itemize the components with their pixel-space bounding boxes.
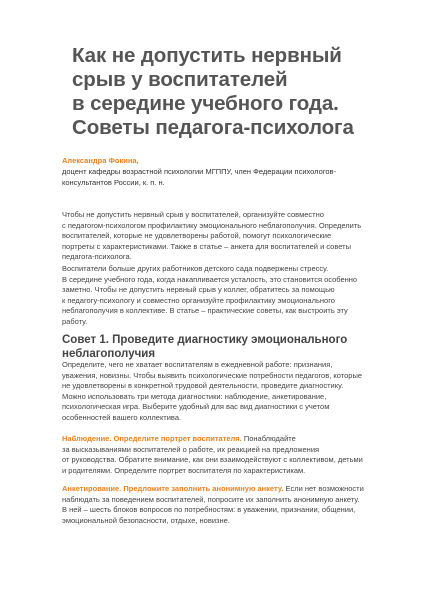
title-line: в середине учебного года. (72, 92, 339, 115)
title-line: срыв у воспитателей (72, 68, 288, 91)
survey-lead: Анкетирование. Предложите заполнить анонимную анкету. (62, 484, 284, 493)
heading-line: Совет 1. Проведите диагностику эмоционального (62, 334, 348, 346)
title-line: Советы педагога-психолога (72, 116, 354, 139)
text-line: от руководства. Обратите внимание, как они взаимодействуют с коллективом, детьми (62, 455, 363, 465)
text-line: и родителями. Определите портрет воспитателя по характеристикам. (62, 465, 306, 475)
text-line: Определите, чего не хватает воспитателям в ежедневной работе: признания, (62, 360, 333, 369)
section-1-paragraph (62, 360, 382, 424)
observation-first-line: Понаблюдайте (241, 434, 296, 443)
author-position-line: доцент кафедры возрастной психологии МГППУ, член Федерации психологов- (62, 167, 337, 176)
survey-paragraph (62, 484, 382, 526)
title-line: Как не допустить нервный (72, 44, 342, 67)
observation-paragraph (62, 434, 382, 476)
text-line: наблюдать за поведением воспитателей, попросите их заполнить анонимную анкету. (62, 494, 360, 504)
text-line: педагога-психолога. (62, 252, 132, 262)
text-line: заметно. Чтобы не допустить нервный срыв у коллег, обратитесь за помощью (62, 285, 335, 295)
text-line: Можно использовать три метода диагностики: наблюдение, анкетирование, (62, 391, 327, 401)
text-line: Воспитатели больше других работников детского сада подвержены стрессу. (62, 264, 329, 273)
paragraph-2 (62, 264, 382, 328)
text-line: воспитателей, которые не удовлетворены работой, помогут психологические (62, 231, 332, 241)
text-line (62, 434, 382, 445)
text-line: эмоциональной безопасности, отдыхе, новизне. (62, 515, 230, 525)
text-line: психологическая игра. Выберите удобный для вас вид диагностики с учетом (62, 402, 330, 412)
text-line: не удовлетворены в конкретной трудовой деятельности, проведите диагностику. (62, 381, 344, 391)
author-position-line: консультантов России, к. п. н. (62, 178, 165, 187)
survey-first-line: Если нет возможности (283, 484, 364, 493)
author-block (62, 155, 382, 188)
section-1-heading (62, 333, 382, 361)
text-line: с педагогом-психологом профилактику эмоционального неблагополучия. Определить (62, 220, 362, 230)
text-line: особенностей вашего коллектива. (62, 412, 182, 422)
text-line: работу. (62, 316, 88, 326)
text-line: уважения, новизны. Чтобы выявить психологические потребности педагогов, которые (62, 370, 363, 380)
text-line: Чтобы не допустить нервный срыв у воспитателей, организуйте совместно (62, 210, 324, 219)
heading-line: неблагополучия (62, 348, 156, 360)
text-line: В середине учебного года, когда накапливается усталость, это становится особенно (62, 274, 358, 284)
text-line: портреты с характеристиками. Также в статье – анкета для воспитателей и советы (62, 241, 351, 251)
text-line (62, 484, 382, 495)
observation-lead: Наблюдение. Определите портрет воспитателя. (62, 434, 242, 443)
intro-paragraph (62, 210, 382, 263)
author-name: Александра Фокина, (62, 156, 139, 165)
text-line: к педагогу-психологу и совместно организуйте профилактику эмоционального (62, 295, 335, 305)
text-line: за высказываниями воспитателей о работе, их реакцией на предложения (62, 444, 320, 454)
text-line: В ней – шесть блоков вопросов по потребностям: в уважении, признании, общении, (62, 505, 356, 515)
text-line: неблагополучия в коллективе. В статье – практические советы, как выстроить эту (62, 306, 348, 316)
article-title (72, 44, 402, 140)
